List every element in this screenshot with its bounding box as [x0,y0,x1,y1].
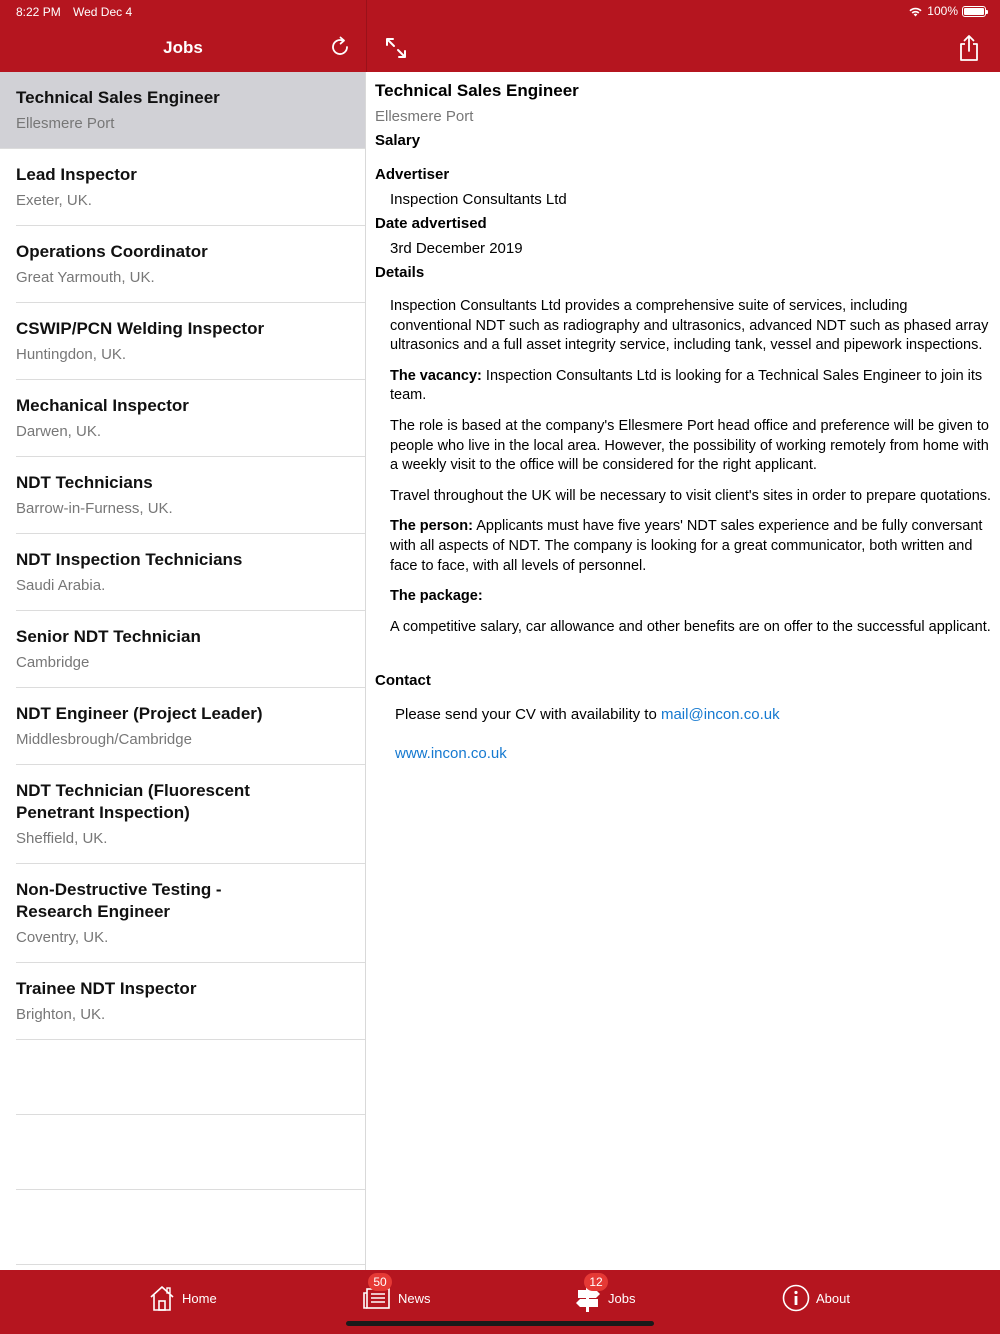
wifi-icon [908,6,923,17]
advertiser-value: Inspection Consultants Ltd [390,191,567,208]
jobs-badge: 12 [584,1273,608,1291]
tab-jobs[interactable] [574,1275,636,1316]
tab-home[interactable] [148,1280,217,1316]
job-row[interactable] [0,457,365,534]
tab-news-label: News [398,1290,431,1306]
contact-line [395,705,992,725]
details-person [390,517,992,576]
job-row[interactable] [0,765,365,864]
job-title: Senior NDT Technician [16,627,201,646]
job-row[interactable] [0,688,365,765]
tab-jobs-label: Jobs [608,1290,636,1306]
job-location: Huntingdon, UK. [16,346,127,363]
job-detail [367,72,1000,1270]
job-row[interactable] [0,534,365,611]
expand-icon[interactable] [384,36,408,60]
email-link[interactable]: mail@incon.co.uk [660,706,780,724]
tab-about-label: About [816,1290,850,1306]
split-divider [366,0,367,72]
status-date: Wed Dec 4 [73,5,133,19]
job-title: NDT Technician (Fluorescent Penetrant Inspection) [16,781,250,822]
contact-text: Please send your CV with availability to [395,706,661,724]
job-title: Technical Sales Engineer [16,88,220,107]
job-title: CSWIP/PCN Welding Inspector [16,319,265,338]
job-title: NDT Inspection Technicians [16,550,243,569]
job-location: Saudi Arabia. [16,577,106,594]
job-title: Lead Inspector [16,165,137,184]
person-heading: The person: [390,518,473,535]
details-package-text: A competitive salary, car allowance and other benefits are on offer to the successful applicant. [390,618,991,635]
job-row[interactable] [0,380,365,457]
job-location: Barrow-in-Furness, UK. [16,500,173,517]
job-title: Non-Destructive Testing - Research Engineer [16,880,222,921]
job-row[interactable] [0,72,365,149]
detail-title: Technical Sales Engineer [375,81,579,100]
job-row[interactable] [0,864,365,963]
job-row[interactable] [0,303,365,380]
job-title: Operations Coordinator [16,242,208,261]
job-location: Coventry, UK. [16,929,109,946]
date-value: 3rd December 2019 [390,240,523,257]
job-location: Middlesbrough/Cambridge [16,731,192,748]
person-text: Applicants must have five years' NDT sales experience and be fully conversant with all aspects of NDT. The company is looking for a great communicator, both written and face to face, with all levels of personnel. [390,518,983,574]
job-row[interactable] [0,611,365,688]
details-role: The role is based at the company's Ellesmere Port head office and preference will be given to people who live in the local area. However, the possibility of working remotely from home with a weekly visit to the office will be considered for the right applicant. [390,417,989,474]
job-row[interactable] [0,963,365,1040]
status-time: 8:22 PM [16,5,61,19]
empty-row [0,1190,365,1265]
tab-home-label: Home [182,1290,217,1306]
vacancy-text: Inspection Consultants Ltd is looking for a Technical Sales Engineer to join its team. [390,367,983,404]
refresh-icon[interactable] [328,35,352,59]
battery-percent: 100% [927,4,958,18]
date-label: Date advertised [375,215,487,232]
job-location: Sheffield, UK. [16,830,108,847]
job-title: Trainee NDT Inspector [16,979,197,998]
job-location: Brighton, UK. [16,1006,106,1023]
job-title: NDT Engineer (Project Leader) [16,704,263,723]
tab-about[interactable] [782,1280,850,1316]
news-badge: 50 [368,1273,392,1291]
details-vacancy [390,367,992,406]
website-link[interactable]: www.incon.co.uk [395,745,507,763]
job-title: NDT Technicians [16,473,153,492]
page-title: Jobs [163,38,203,57]
share-icon[interactable] [957,34,981,62]
details-intro: Inspection Consultants Ltd provides a comprehensive suite of services, including conventional NDT such as radiography and ultrasonics, advanced NDT such as phased array ultrasonics and a full asset integrity service, including tank, vessel and pipework inspections. [390,298,989,354]
battery-icon [962,6,986,17]
job-title: Mechanical Inspector [16,396,189,415]
advertiser-label: Advertiser [375,166,450,183]
empty-row [0,1115,365,1190]
details-label: Details [375,264,425,281]
jobs-list[interactable] [0,72,366,1270]
job-location: Ellesmere Port [16,115,115,132]
job-location: Great Yarmouth, UK. [16,269,155,286]
job-location: Darwen, UK. [16,423,102,440]
navigation-bar [0,0,1000,72]
vacancy-heading: The vacancy: [390,367,482,384]
home-icon [148,1284,176,1312]
salary-label: Salary [375,132,421,149]
job-row[interactable] [0,149,365,226]
empty-row [0,1040,365,1115]
job-location: Cambridge [16,654,90,671]
status-indicators [908,4,986,18]
details-body [390,297,992,637]
info-icon [782,1284,810,1312]
contact-label: Contact [375,672,431,690]
details-travel: Travel throughout the UK will be necessary to visit client's sites in order to prepare quotations. [390,487,992,504]
detail-location: Ellesmere Port [375,108,474,125]
package-heading: The package: [390,588,483,605]
job-row[interactable] [0,226,365,303]
tab-news[interactable] [362,1275,431,1316]
home-indicator[interactable] [346,1321,654,1326]
job-location: Exeter, UK. [16,192,92,209]
details-package [390,587,992,607]
